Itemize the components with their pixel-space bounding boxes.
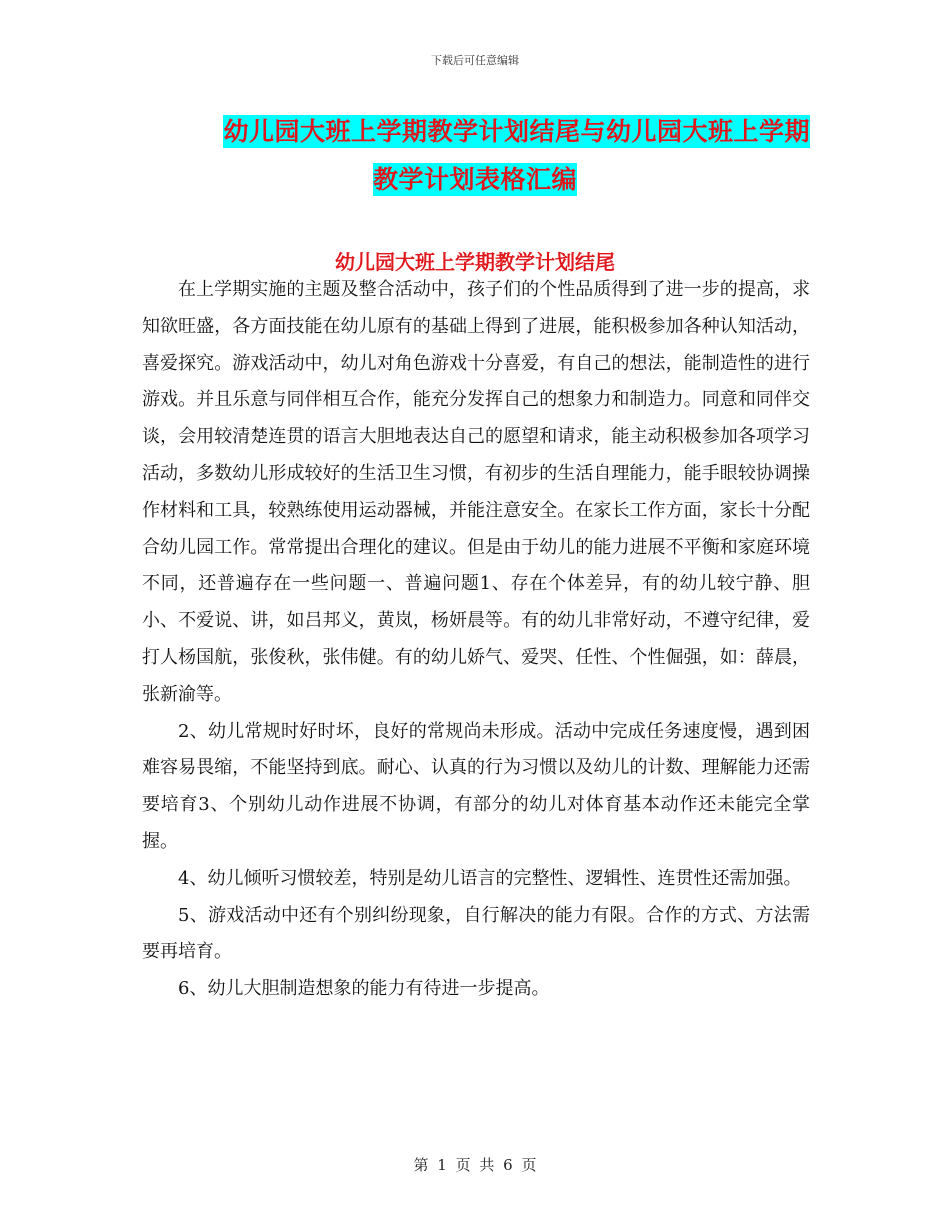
paragraph: 6、幼儿大胆制造想象的能力有待进一步提高。	[178, 978, 550, 1000]
page-footer: 第 1 页 共 6 页	[413, 1156, 537, 1174]
paragraph: 5、游戏活动中还有个别纠纷现象，自行解决的能力有限。合作的方式、方法需要再培育。	[142, 904, 810, 963]
paragraph: 2、幼儿常规时好时坏，良好的常规尚未形成。活动中完成任务速度慢，遇到困难容易畏缩，不能坚持到底。耐心、认真的行为习惯以及幼儿的计数、理解能力还需要培育3、个别幼儿动作进展不协调，有部分的幼儿对体育基本动作还未能完全掌握。	[142, 720, 810, 852]
paragraph: 在上学期实施的主题及整合活动中，孩子们的个性品质得到了进一步的提高，求知欲旺盛，各方面技能在幼儿原有的基础上得到了进展，能积极参加各种认知活动，喜爱探究。游戏活动中，幼儿对角色游戏十分喜爱，有自己的想法，能制造性的进行游戏。并且乐意与同伴相互合作，能充分发挥自己的想象力和制造力。同意和同伴交谈，会用较清楚连贯的语言大胆地表达自己的愿望和请求，能主动积极参加各项学习活动，多数幼儿形成较好的生活卫生习惯，有初步的生活自理能力，能手眼较协调操作材料和工具，较熟练使用运动器械，并能注意安全。在家长工作方面，家长十分配合幼儿园工作。常常提出合理化的建议。但是由于幼儿的能力进展不平衡和家庭环境不同，还普遍存在一些问题一、普遍问题1、存在个体差异，有的幼儿较宁静、胆小、不爱说、讲，如吕邦义，黄岚，杨妍晨等。有的幼儿非常好动，不遵守纪律，爱打人杨国航，张俊秋，张伟健。有的幼儿娇气、爱哭、任性、个性倔强，如：薛晨，张新渝等。	[142, 279, 810, 705]
body-text	[142, 272, 810, 1008]
title-line-2	[140, 156, 810, 204]
title-line-1-text: 幼儿园大班上学期教学计划结尾与幼儿园大班上学期	[223, 117, 810, 146]
title-line-1	[140, 108, 810, 156]
title-line-2-text: 教学计划表格汇编	[372, 165, 577, 194]
paragraph: 4、幼儿倾听习惯较差，特别是幼儿语言的完整性、逻辑性、连贯性还需加强。	[178, 867, 802, 889]
document-title	[140, 108, 810, 204]
section-title: 幼儿园大班上学期教学计划结尾	[335, 250, 615, 274]
page-header-note: 下载后可任意编辑	[431, 54, 519, 67]
